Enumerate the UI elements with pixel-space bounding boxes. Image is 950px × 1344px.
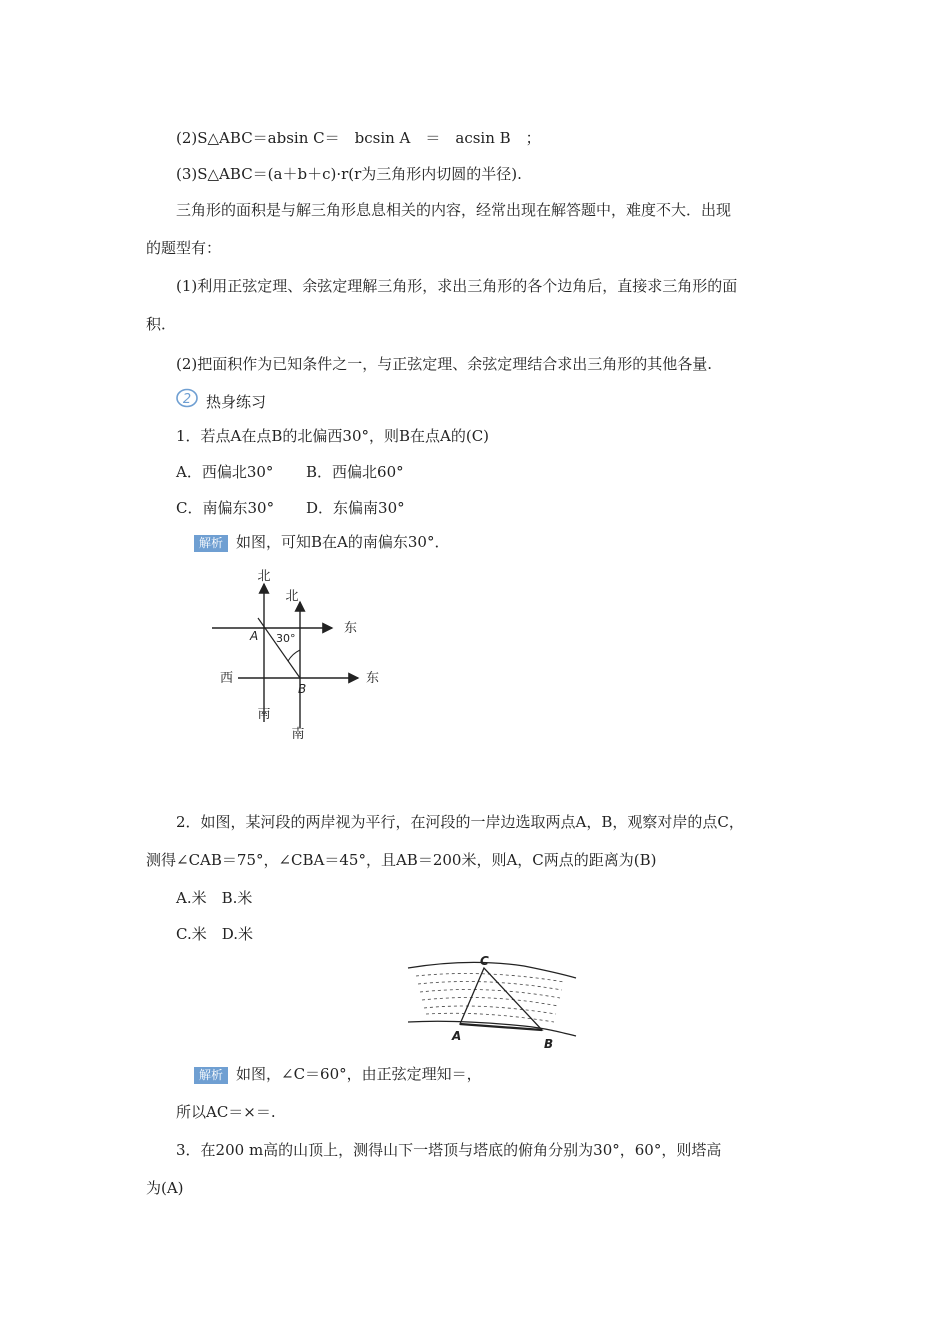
label-point-b: B	[298, 682, 307, 696]
water-lines	[416, 974, 564, 1022]
label-angle: 30°	[276, 632, 296, 645]
label-b: B	[544, 1037, 554, 1051]
compass-diagram	[200, 562, 390, 748]
section-title: 热身练习	[206, 393, 267, 411]
label-east-b: 东	[366, 671, 380, 686]
river-diagram	[404, 952, 584, 1052]
q3-stem-2: 为(A)	[146, 1179, 184, 1197]
q2-options-cd: C.米 D.米	[176, 925, 253, 943]
label-point-a: A	[250, 629, 259, 643]
label-north-b: 北	[285, 589, 299, 604]
analysis-badge: 解析	[194, 1067, 228, 1084]
q1-analysis-text: 如图，可知B在A的南偏东30°．	[236, 533, 450, 551]
label-a: A	[452, 1029, 462, 1043]
label-south-a: 南	[257, 707, 271, 722]
q1-option-b: B．西偏北60°	[306, 463, 404, 481]
section-number-icon	[176, 388, 198, 408]
type-2: (2)把面积作为已知条件之一，与正弦定理、余弦定理结合求出三角形的其他各量.	[176, 355, 713, 373]
label-north-a: 北	[257, 569, 271, 584]
formula-area-2: (2)S△ABC＝absin C＝ bcsin A ＝ acsin B ；	[176, 129, 541, 147]
formula-area-3: (3)S△ABC＝(a＋b＋c)·r(r为三角形内切圆的半径).	[176, 165, 522, 183]
q1-option-a: A．西偏北30°	[176, 463, 274, 481]
section-number: 2	[182, 392, 192, 407]
type-1-line-2: 积．	[146, 315, 177, 333]
q2-analysis	[194, 1064, 482, 1084]
river-bank-bottom	[408, 1021, 576, 1036]
q3-stem-1: 3．在200 m高的山顶上，测得山下一塔顶与塔底的俯角分别为30°，60°，则塔高	[176, 1141, 722, 1159]
type-1-line-1: (1)利用正弦定理、余弦定理解三角形，求出三角形的各个边角后，直接求三角形的面	[176, 277, 738, 295]
q1-analysis	[194, 532, 449, 552]
q2-stem-2: 测得∠CAB＝75°，∠CBA＝45°，且AB＝200米，则A，C两点的距离为(B)	[146, 851, 657, 869]
label-east-a: 东	[344, 621, 358, 636]
intro-line-2: 的题型有：	[146, 239, 222, 257]
angle-arc	[288, 650, 300, 661]
q1-option-c: C．南偏东30°	[176, 499, 275, 517]
q2-analysis-text: 如图，∠C＝60°，由正弦定理知＝，	[236, 1065, 482, 1083]
intro-line-1: 三角形的面积是与解三角形息息相关的内容，经常出现在解答题中，难度不大．出现	[176, 201, 732, 219]
label-south-b: 南	[291, 727, 305, 742]
q2-stem-1: 2．如图，某河段的两岸视为平行，在河段的一岸边选取两点A，B，观察对岸的点C，	[176, 813, 744, 831]
analysis-badge: 解析	[194, 535, 228, 552]
q2-options-ab: A.米 B.米	[176, 889, 253, 907]
q1-option-d: D．东偏南30°	[306, 499, 405, 517]
label-west: 西	[220, 671, 234, 686]
label-c: C	[480, 954, 489, 968]
q2-analysis-2: 所以AC＝×＝.	[176, 1103, 276, 1121]
q1-stem: 1．若点A在点B的北偏西30°，则B在点A的(C)	[176, 427, 490, 445]
